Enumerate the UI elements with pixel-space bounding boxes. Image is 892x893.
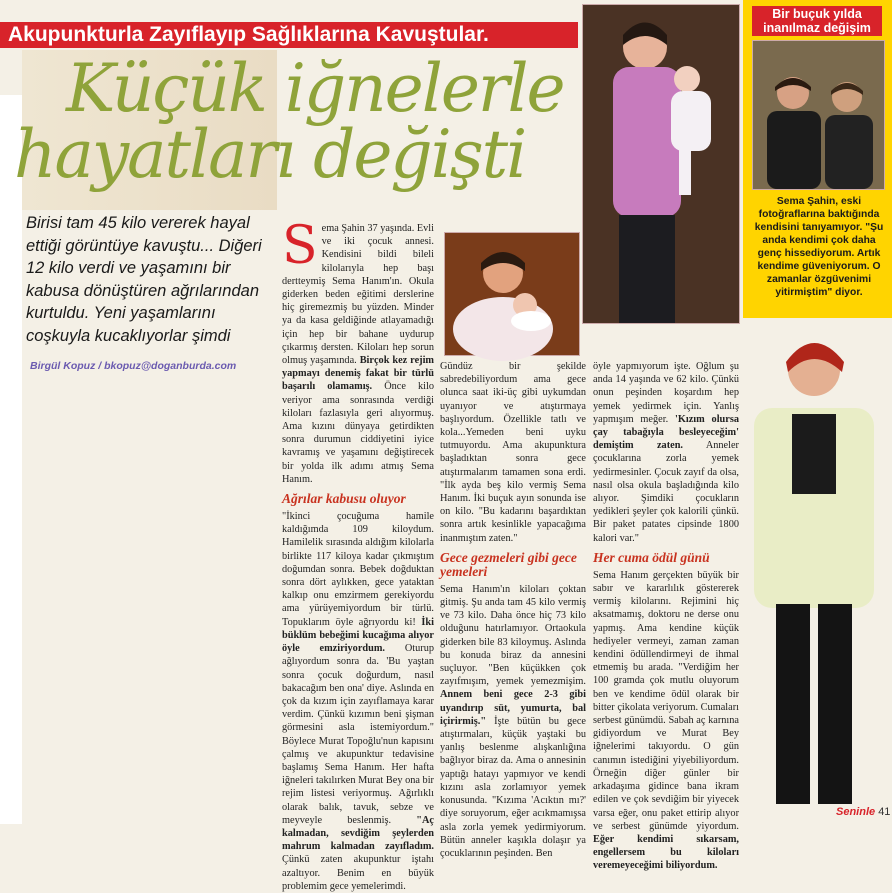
col1-body-1-bold: İki büklüm bebeğimi kucağıma alıyor öyle emziriyordum. bbox=[282, 616, 434, 655]
subhead-agrilar: Ağrılar kabusu oluyor bbox=[282, 491, 406, 507]
byline: Birgül Kopuz / bkopuz@doganburda.com bbox=[30, 360, 237, 372]
before-after-illustration bbox=[753, 41, 884, 189]
col3-body-2: Sema Hanım gerçekten büyük bir sabır ve kararlılık göstererek vermiş kilolarını. Rejimini hiç aksatmamış, doktoru ne derse onu yapmış. Ama kendine küçük hediyeler vermeyi, zaman zaman kendini ödüllendirmeyi de ihmal etmemiş bu arada. "Verdiğim her 100 gramda çok mutlu oluyorum ben ve kendime ödül olarak bir bitter çikolata veriyorum. Cumaları serbest günümdü. Sabah aç karnına gidiyordum ve Murat Bey iğnelerimi takıyordu. O gün canımın istediğini yiyebiliyordum. Örneğin diğer günler bir arkadaşıma gidince bana ikram edilen ve çok sevdiğim bir yiyecek varsa eğer, onu paket ettirip alıyor ve serbest günümde yiyordum. bbox=[593, 569, 739, 832]
col1-intro-2: Önce kilo veriyor ama sonrasında verdiği kiloları fazlasıyla geri alıyormuş. Ama kızını dünyaya getirdikten sonra durumun ciddiyetini iyice kavramış ve yaşamını değiştirecek bir yolda ilk adımı atmış Sema Hanım. bbox=[282, 381, 434, 485]
sidebar-caption: Sema Şahin, eski fotoğraflarına baktığında kendisini tanıyamıyor. "Şu anda kendimi çok daha genç hissediyorum. Artık kendime güveniyorum. O zamanlar özgüvenimi yitirmiştim" diyor. bbox=[754, 196, 884, 298]
col1-body-1-bold-2: "Aç kalmadan, sevdiğim şeylerden mahrum kalmadan zayıfladım. bbox=[282, 814, 435, 853]
col1-intro: ema Şahin 37 yaşında. Evli ve iki çocuk annesi. Kendisini bildi bileli kilolarıyla hep başı dertteymiş Sema Hanım'ın. Okula giderken beden eğitimi derslerine hiç giremezmiş bu yüzden. Minder ya da kasa geldiğinde atlayamadığı için hep bir bahane uydurup çıkarmış dersten. Kiloları hep sorun olmuş yaşamında. bbox=[282, 223, 435, 367]
subhead-cuma: Her cuma ödül günü bbox=[593, 549, 710, 565]
col2-body-2b: İşte bütün bu gece atıştırmaları, küçük yaştaki bu yanlış beslenme alışkanlığına bağlıyor biraz da. Ama o annesinin yaptığı hatayı yapmıyor ve kendi kızını asla zorlamıyor yemek konusunda. "Kızıma 'Acıktın mı?' diye soruyorum, eğer acıkmamışsa asla zorla yemek yedirmiyorum. Bütün anneler kaşıkla dolaşır ya çocuklarının peşinden. Ben bbox=[440, 715, 586, 859]
page-gutter bbox=[0, 95, 22, 824]
col2-body-2-bold: Annem beni gece 2-3 gibi uyandırıp süt, yumurta, bal içirirmiş." bbox=[440, 689, 586, 727]
drop-cap: S bbox=[282, 216, 318, 276]
col3-body-1: öyle yapmıyorum işte. Oğlum şu anda 14 yaşında ve 62 kilo. Çünkü onun peşinden koşardım hep yemek yedirmek için. Yanlış yapmışım meğer. bbox=[593, 361, 739, 425]
portrait-illustration bbox=[726, 318, 892, 818]
photo-mother-holding-baby bbox=[582, 4, 740, 324]
col3-body-1b: Anneler çocuklarına zorla yemek yedirmesinler. Çocuk zayıf da olsa, nasıl olsa okula başladığında kilo alıyor. Şimdiki çocukların yedikleri şeyler çok kalorili çünkü. Bir paket patates cipsinde 1800 kalori var." bbox=[593, 440, 739, 544]
headline-line-1: Küçük iğnelerle bbox=[66, 50, 564, 127]
col1-intro-bold: Birçok kez rejim yapmayı denemiş fakat bir türlü başarılı olamamış. bbox=[282, 355, 435, 393]
section-banner: Akupunkturla Zayıflayıp Sağlıklarına Kavuştular. bbox=[0, 22, 578, 48]
sidebar-title: Bir buçuk yılda inanılmaz değişim bbox=[752, 6, 882, 36]
article-deck: Birisi tam 45 kilo vererek hayal ettiği görüntüye kavuştu... Diğeri 12 kilo verdi ve yaşamını bir kabusa dönüştüren ağrılarından kurtuldu. Yeni yaşamlarını coşkuyla kucaklıyorlar şimdi bbox=[26, 214, 262, 345]
photo-portrait-after bbox=[726, 318, 892, 818]
mother-baby-illustration bbox=[583, 5, 739, 323]
photo-before-after-pair bbox=[752, 40, 885, 190]
col1-body-1c: Çünkü zaten akupunktur iştahı azaltıyor. Benim en büyük problemim gece yemelerimdi. bbox=[282, 854, 434, 892]
newborn-illustration bbox=[445, 233, 579, 355]
article-column-2 bbox=[440, 360, 586, 859]
photo-mother-with-newborn bbox=[444, 232, 580, 356]
col1-body-1: "İkinci çocuğuma hamile kaldığımda 109 kiloydum. Hamilelik sırasında aldığım kilolarla birlikte 117 kiloya kadar çıkmıştım doğumdan sonra. Bebek doğduktan sonra dört aylıkken, gece yataktan kalkıp onu emzirmem gerekiyordu ama yürüyemiyordum bir türlü. Topuklarım öyle ağrıyordu ki! bbox=[282, 511, 434, 628]
col2-body-1: Gündüz bir şekilde sabredebiliyordum ama gece olunca saat iki-üç gibi uykumdan uyanıyor ve atıştırmaya başlıyordum. Özellikle tatlı ve kola...Yemeden beni uyku tutmuyordu. Ama akupunktura başladıktan sonra gece atıştırmalarım tamamen sona erdi. "İlk ayda beş kilo vermiş Sema Hanım. İki buçuk ayın sonunda ise on kilo. "Bu kadarını başardıktan sonra artık kesinlikle yapacağıma inanmıştım zaten." bbox=[440, 361, 586, 544]
page-number: 41 bbox=[878, 806, 891, 818]
col3-body-bold: 'Kızım olursa çay tabağıyla besleyeceğim' demiştim zaten. bbox=[593, 413, 740, 452]
article-column-1 bbox=[282, 216, 435, 892]
magazine-brand: Seninle bbox=[836, 806, 876, 818]
col2-body-2: Sema Hanım'ın kiloları çoktan gitmiş. Şu anda tam 45 kilo vermiş ve 73 kilo. Daha önce hiç 73 kilo olduğunu hatırlamıyor. Ortaokula giderken bile 83 kiloymuş. Aslında bu konuda biraz da annesini suçluyor. "Ben küçükken çok zayıfmışım, yemek yemezmişim. bbox=[440, 583, 586, 688]
subhead-gece: Gece gezmeleri gibi gece yemeleri bbox=[440, 549, 577, 579]
article-column-3 bbox=[593, 360, 740, 872]
col1-body-1b: Oturup ağlıyordum sonra da. 'Bu yaştan sonra çocuk doğurdum, nasıl bakacağım ben ona' diye. Aslında en çok da kızım için zayıflamaya karar verdim. Çünkü kızımın beni şişman görmesini asla istemiyordum." Böylece Murat Topoğlu'nun kapısını çalmış ve akupunktur tedavisine başlamış Sema Hanım. Her hafta iğneleri takılırken Murat Bey ona bir rejim listesi veriyormuş. Ağırlıklı olarak balık, tavuk, sebze ve meyveyle beslenmiş. bbox=[282, 643, 434, 826]
col3-body-2-bold: Eğer kendimi sıkarsam, engellersem bu kiloları veremeyeceğimi biliyordum. bbox=[593, 833, 739, 872]
page-folio bbox=[836, 806, 890, 818]
headline-line-2: hayatları değişti bbox=[14, 116, 526, 193]
